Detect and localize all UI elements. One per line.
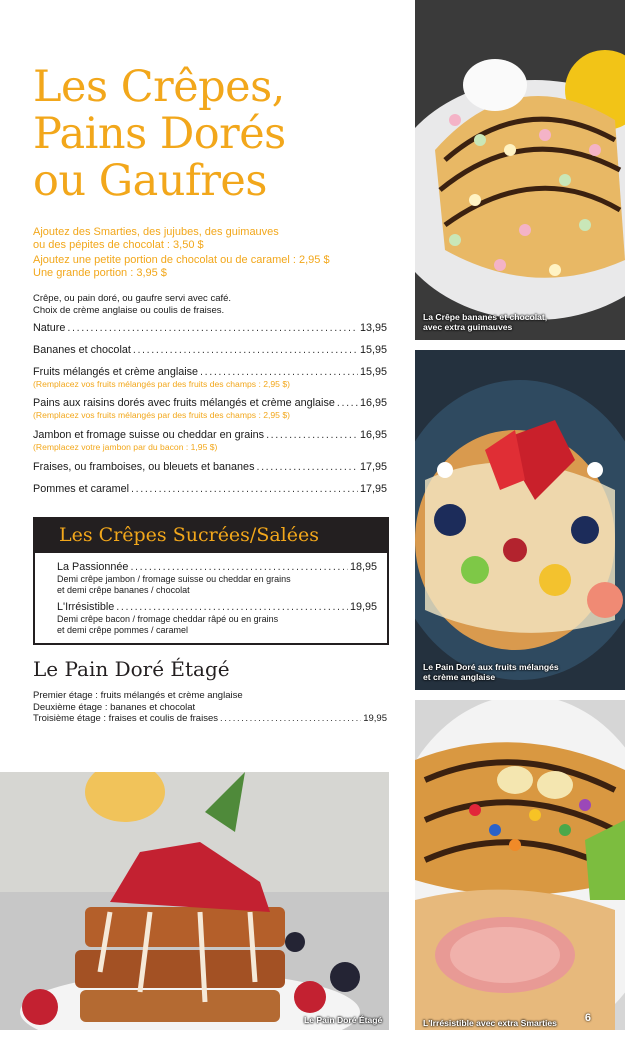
item-price: 16,95	[359, 397, 387, 409]
item-description: Demi crêpe jambon / fromage suisse ou cheddar en grains	[57, 574, 291, 584]
photo-crepe-bananes	[415, 0, 625, 340]
item-description: Demi crêpe bacon / fromage cheddar râpé ou en grains	[57, 614, 279, 624]
menu-item	[33, 429, 387, 452]
item-name: Pommes et caramel	[33, 483, 130, 495]
menu-item	[33, 322, 387, 335]
dot-leader	[200, 366, 358, 379]
item-price: 13,95	[359, 322, 387, 334]
item-name: La Passionnée	[57, 561, 129, 573]
item-price: 15,95	[359, 344, 387, 356]
dot-leader	[67, 322, 358, 335]
photo-caption	[423, 662, 559, 682]
dot-leader	[337, 397, 358, 410]
tier-line: Troisième étage : fraises et coulis de fraises	[33, 713, 218, 724]
photo-irresistible	[415, 700, 625, 1030]
box-header	[35, 519, 387, 553]
item-description: et demi crêpe pommes / caramel	[57, 625, 189, 635]
menu-item	[33, 344, 387, 357]
item-note: (Remplacez votre jambon par du bacon : 1,95 $)	[33, 442, 218, 452]
section-heading: Le Pain Doré Étagé	[33, 657, 230, 681]
item-price: 19,95	[349, 601, 377, 613]
menu-item	[33, 461, 387, 474]
menu-item	[33, 366, 387, 389]
item-price: 19,95	[363, 713, 387, 724]
crepes-sucrees-box	[33, 517, 389, 645]
tier-line: Premier étage : fruits mélangés et crème anglaise	[33, 690, 243, 701]
item-name: Fruits mélangés et crème anglaise	[33, 366, 199, 378]
photo-pain-dore-etage	[0, 772, 389, 1030]
addon-line: ou des pépites de chocolat : 3,50 $	[33, 239, 204, 251]
tier-line: Deuxième étage : bananes et chocolat	[33, 701, 196, 713]
caption-line: Le Pain Doré aux fruits mélangés	[423, 662, 559, 672]
item-price: 18,95	[349, 561, 377, 573]
title-line: Pains Dorés	[33, 109, 286, 159]
caption-line: avec extra guimauves	[423, 322, 513, 332]
dot-leader	[266, 429, 358, 442]
menu-item	[57, 601, 377, 636]
dot-leader	[133, 344, 358, 357]
pain-dore-etage-illustration	[0, 772, 389, 1030]
intro-line: Crêpe, ou pain doré, ou gaufre servi avec café.	[33, 293, 232, 304]
irresistible-illustration	[415, 700, 625, 1030]
dot-leader	[130, 561, 348, 574]
item-note: (Remplacez vos fruits mélangés par des fruits des champs : 2,95 $)	[33, 410, 290, 420]
item-price: 16,95	[359, 429, 387, 441]
item-price: 15,95	[359, 366, 387, 378]
item-name: Pains aux raisins dorés avec fruits mélangés et crème anglaise	[33, 397, 335, 409]
addon-line: Ajoutez des Smarties, des jujubes, des guimauves	[33, 226, 279, 238]
item-name: Jambon et fromage suisse ou cheddar en grains	[33, 429, 265, 441]
item-price: 17,95	[359, 483, 387, 495]
caption-line: La Crêpe bananes et chocolat,	[423, 312, 548, 322]
addon-line: Une grande portion : 3,95 $	[33, 267, 167, 279]
photo-caption: Le Pain Doré Étagé	[304, 1015, 383, 1025]
addon-line: Ajoutez une petite portion de chocolat ou de caramel : 2,95 $	[33, 254, 330, 266]
box-title: Les Crêpes Sucrées/Salées	[59, 524, 319, 546]
page-title	[33, 64, 393, 205]
caption-line: et crème anglaise	[423, 672, 496, 682]
page-number: 6	[584, 1012, 591, 1024]
photo-caption: L'Irrésistible avec extra Smarties	[423, 1018, 557, 1028]
item-description: et demi crêpe bananes / chocolat	[57, 585, 190, 595]
dot-leader	[220, 713, 361, 725]
item-name: Fraises, ou framboises, ou bleuets et bananes	[33, 461, 255, 473]
menu-item	[57, 561, 377, 596]
dot-leader	[116, 601, 348, 614]
crepe-illustration	[415, 0, 625, 340]
item-name: Bananes et chocolat	[33, 344, 131, 356]
menu-item	[33, 483, 387, 496]
photo-pain-dore-fruits	[415, 350, 625, 690]
photo-caption	[423, 312, 547, 332]
item-name: L'Irrésistible	[57, 601, 115, 613]
pain-dore-illustration	[415, 350, 625, 690]
item-price: 17,95	[359, 461, 387, 473]
intro-line: Choix de crème anglaise ou coulis de fraises.	[33, 305, 225, 316]
title-line: Les Crêpes,	[33, 62, 285, 112]
dot-leader	[131, 483, 358, 496]
dot-leader	[256, 461, 358, 474]
pain-dore-details	[33, 690, 387, 725]
title-line: ou Gaufres	[33, 156, 267, 206]
item-name: Nature	[33, 322, 66, 334]
menu-item	[33, 397, 387, 420]
item-note: (Remplacez vos fruits mélangés par des fruits des champs : 2,95 $)	[33, 379, 290, 389]
